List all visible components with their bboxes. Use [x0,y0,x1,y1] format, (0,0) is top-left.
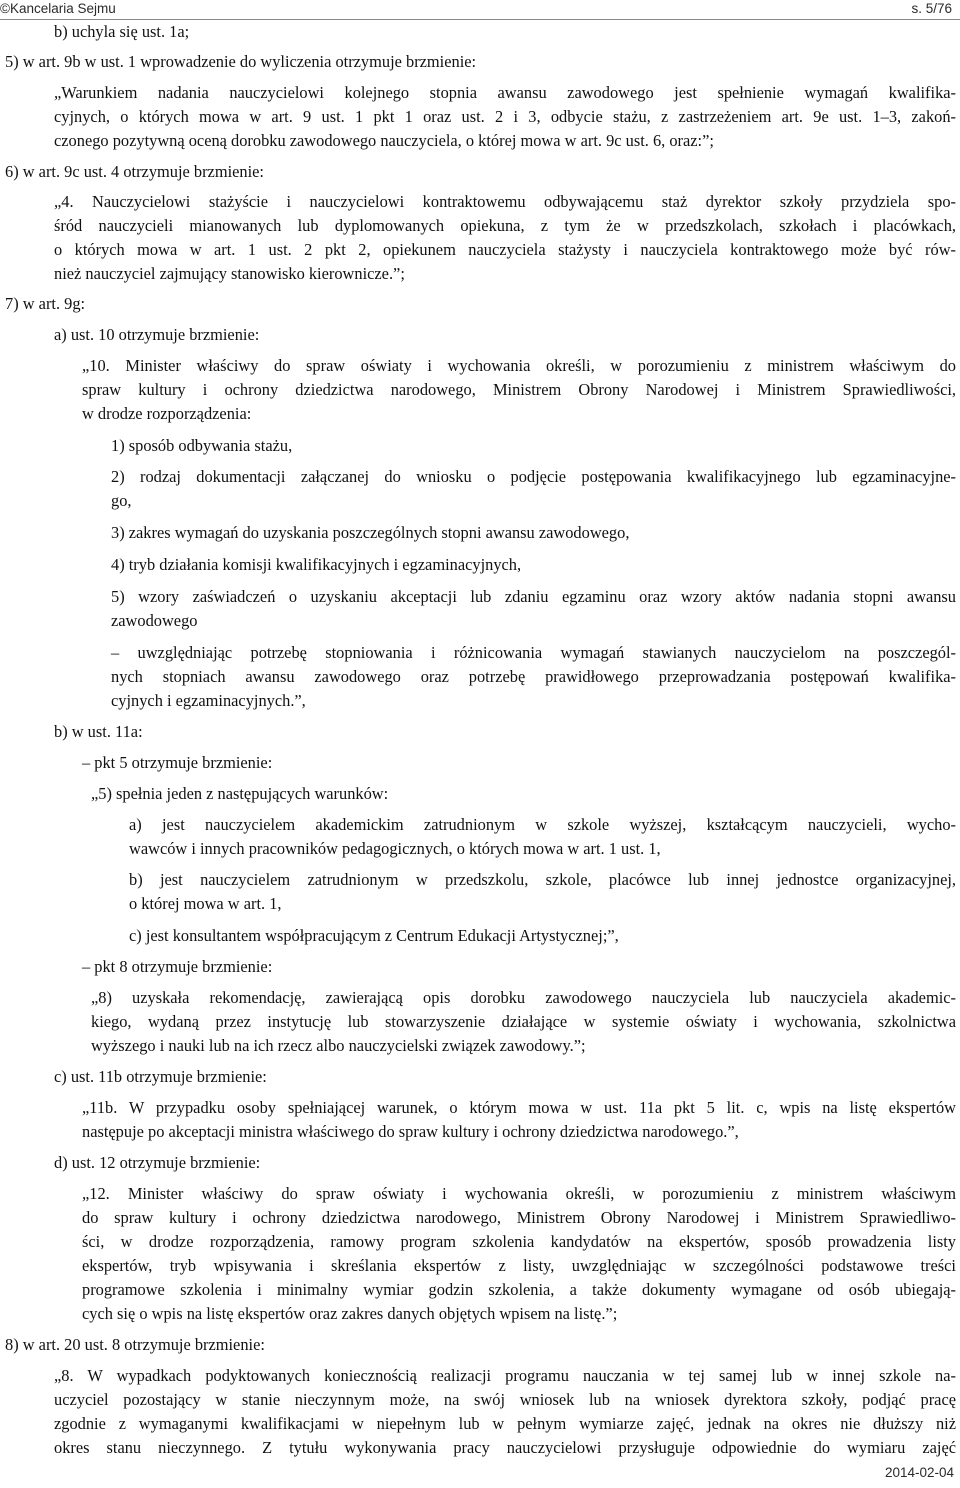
text-line: 2) rodzaj dokumentacji załączanej do wniosku o podjęcie postępowania kwalifikacyjnego lub egzaminacyjne- [111,467,956,486]
footer-date: 2014-02-04 [884,1465,954,1480]
publisher-label: ©Kancelaria Sejmu [0,1,116,16]
text-line: zawodowego [111,611,198,630]
text-line: c) ust. 11b otrzymuje brzmienie: [54,1067,267,1086]
text-line: – uwzględniając potrzebę stopniowania i różnicowania wymagań stawianych nauczycielom na poszczegól- [111,643,956,662]
text-line: b) w ust. 11a: [54,722,143,741]
text-line: następuje po akceptacji ministra właściwego do spraw kultury i ochrony dziedzictwa narodowego.”, [82,1122,739,1141]
text-line: „12. Minister właściwy do spraw oświaty i wychowania określi, w porozumieniu z ministrem właściwym [82,1184,956,1203]
text-line: ści, w drodze rozporządzenia, ramowy program szkolenia kandydatów na ekspertów, sposób prowadzenia listy [82,1232,956,1251]
text-line: programowe szkolenia i minimalny wymiar godzin szkolenia, a także dokumenty wymagane od osób ubiegają- [82,1280,956,1299]
text-line: okres stanu nieczynnego. Z tytułu wykonywania pracy nauczycielowi przysługuje odpowiednie do wymiaru zajęć [54,1438,956,1457]
text-line: 1) sposób odbywania stażu, [111,436,293,455]
text-line: – pkt 5 otrzymuje brzmienie: [82,753,273,772]
text-line: 6) w art. 9c ust. 4 otrzymuje brzmienie: [5,162,264,181]
text-line: b) jest nauczycielem zatrudnionym w przedszkolu, szkole, placówce lub innej jednostce organizacyjnej, [129,870,956,889]
text-line: d) ust. 12 otrzymuje brzmienie: [54,1153,261,1172]
text-line: cyjnych i egzaminacyjnych.”, [111,691,306,710]
text-line: o której mowa w art. 1, [129,894,282,913]
text-line: 5) wzory zaświadczeń o uzyskaniu akceptacji lub zdaniu egzaminu oraz wzory aktów nadania stopni awansu [111,587,956,606]
text-line: c) jest konsultantem współpracującym z Centrum Edukacji Artystycznej;”, [129,926,619,945]
page-number: s. 5/76 [911,1,952,16]
text-line: 3) zakres wymagań do uzyskania poszczególnych stopni awansu zawodowego, [111,523,630,542]
text-line: 4) tryb działania komisji kwalifikacyjnych i egzaminacyjnych, [111,555,522,574]
text-line: wyższego i nauki lub na ich rzecz albo nauczycielski związek zawodowy.”; [91,1036,586,1055]
text-line: „11b. W przypadku osoby spełniającej warunek, o którym mowa w ust. 11a pkt 5 lit. c, wpis na listę ekspertów [82,1098,956,1117]
text-line: b) uchyla się ust. 1a; [54,22,190,41]
text-line: uczyciel pozostający w stanie nieczynnym może, na swój wniosek lub na wniosek dyrektora szkoły, podjąć pracę [54,1390,956,1409]
text-line: „4. Nauczycielowi stażyście i nauczycielowi kontraktowemu odbywającemu staż dyrektor szkoły przydziela spo- [54,192,956,211]
text-line: a) jest nauczycielem akademickim zatrudnionym w szkole wyższej, kształcącym nauczycieli, wycho- [129,815,956,834]
text-line: w drodze rozporządzenia: [82,404,252,423]
text-line: cyjnych, o których mowa w art. 9 ust. 1 pkt 1 oraz ust. 2 i 3, odbycie stażu, z zastrzeżeniem art. 9e ust. 1–3, zakoń- [54,107,956,126]
text-line: czonego pozytywną oceną dorobku zawodowego nauczyciela, o której mowa w art. 9c ust. 6, oraz:”; [54,131,714,150]
text-line: nych stopniach awansu zawodowego oraz potrzebę prawidłowego przeprowadzania postępowań kwalifika- [111,667,956,686]
text-line: – pkt 8 otrzymuje brzmienie: [82,957,273,976]
text-line: „10. Minister właściwy do spraw oświaty i wychowania określi, w porozumieniu z ministrem właściwym do [82,356,956,375]
text-line: 8) w art. 20 ust. 8 otrzymuje brzmienie: [5,1335,265,1354]
text-line: „5) spełnia jeden z następujących warunków: [91,784,389,803]
text-line: cych się o wpis na listę ekspertów oraz zakres danych objętych wpisem na listę.”; [82,1304,618,1323]
text-line: śród nauczycieli mianowanych lub dyplomowanych opiekuna, z tym że w przedszkolach, szkołach i placówkach, [54,216,956,235]
text-line: „8) uzyskała rekomendację, zawierającą opis dorobku zawodowego nauczyciela lub nauczyciela akademic- [91,988,956,1007]
text-line: do spraw kultury i ochrony dziedzictwa narodowego, Ministrem Obrony Narodowej i Ministrem Sprawiedliwo- [82,1208,956,1227]
text-line: kiego, wydaną przez instytucję lub stowarzyszenie działające w systemie oświaty i wychowania, szkolnictwa [91,1012,956,1031]
text-line: go, [111,491,132,510]
text-line: 7) w art. 9g: [5,294,86,313]
text-line: o których mowa w art. 1 ust. 2 pkt 2, opiekunem nauczyciela stażysty i nauczyciela kontraktowego może być rów- [54,240,956,259]
text-line: a) ust. 10 otrzymuje brzmienie: [54,325,260,344]
text-line: spraw kultury i ochrony dziedzictwa narodowego, Ministrem Obrony Narodowej i Ministrem Sprawiedliwości, [82,380,956,399]
page-header [0,0,960,22]
text-line: wawców i innych pracowników pedagogicznych, o których mowa w art. 1 ust. 1, [129,839,661,858]
text-line: „Warunkiem nadania nauczycielowi kolejnego stopnia awansu zawodowego jest spełnienie wymagań kwalifika- [54,83,956,102]
text-line: nież nauczyciel zajmujący stanowisko kierownicze.”; [54,264,405,283]
text-line: zgodnie z wymaganymi kwalifikacjami w niepełnym lub w pełnym wymiarze zajęć, jednak na okres nie dłuższy niż [54,1414,956,1433]
text-line: „8. W wypadkach podyktowanych koniecznością realizacji programu nauczania w tej samej lub w innej szkole na- [54,1366,956,1385]
text-line: 5) w art. 9b w ust. 1 wprowadzenie do wyliczenia otrzymuje brzmienie: [5,52,477,71]
text-line: ekspertów, tryb wpisywania i skreślania ekspertów z listy, uwzględniając w szczególności podstawowe treści [82,1256,956,1275]
